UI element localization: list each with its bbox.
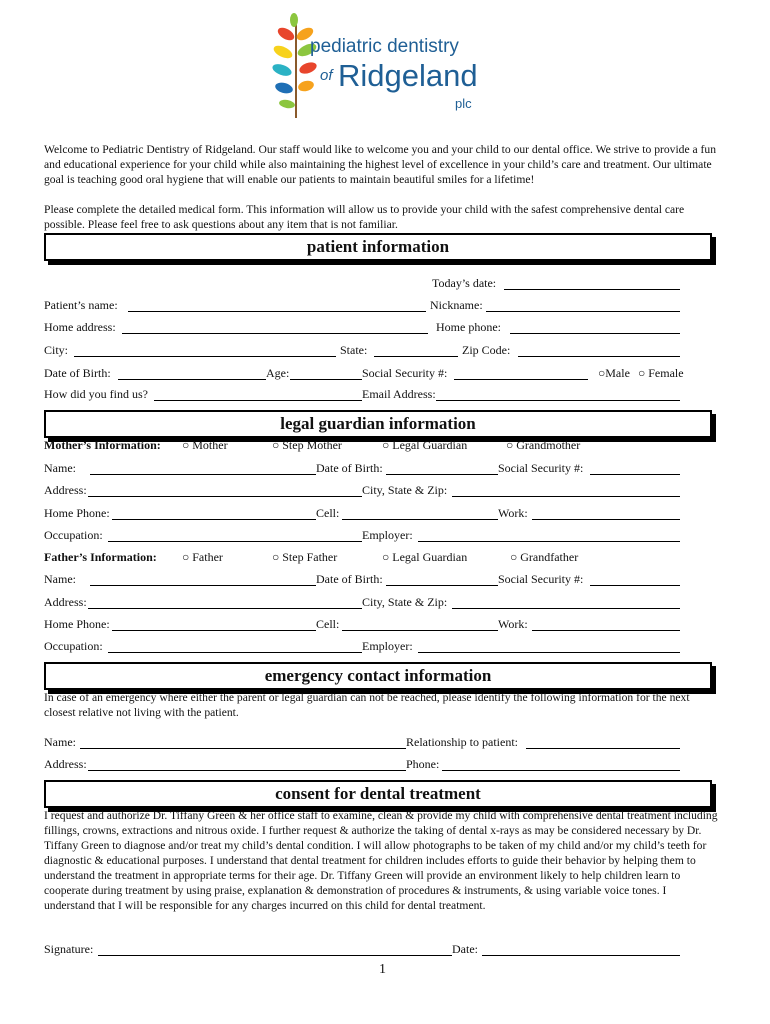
father-ssn-field[interactable] <box>590 585 680 586</box>
mother-info-label: Mother’s Information: <box>44 438 161 452</box>
home-address-field[interactable] <box>122 333 428 334</box>
mother-occupation-label: Occupation: <box>44 528 103 542</box>
patient-name-row <box>44 298 680 314</box>
grandfather-radio[interactable]: ○ Grandfather <box>510 550 579 564</box>
male-radio[interactable]: ○Male <box>598 366 630 380</box>
logo-line1: pediatric dentistry <box>310 36 459 57</box>
dob-row <box>44 366 684 382</box>
dob-field[interactable] <box>118 379 266 380</box>
mother-home-phone-label: Home Phone: <box>44 506 110 520</box>
father-legal-guardian-radio[interactable]: ○ Legal Guardian <box>382 550 468 564</box>
father-name-field[interactable] <box>90 585 316 586</box>
father-radio[interactable]: ○ Father <box>182 550 223 564</box>
patient-name-label: Patient’s name: <box>44 298 118 312</box>
nickname-label: Nickname: <box>430 298 483 312</box>
emergency-text: In case of an emergency where either the parent or legal guardian can not be reached, please identify the following information for the next closest relative not living with the patient. <box>44 691 690 719</box>
zip-label: Zip Code: <box>462 343 511 357</box>
mother-work-label: Work: <box>498 506 528 520</box>
nickname-field[interactable] <box>486 311 680 312</box>
step-father-radio[interactable]: ○ Step Father <box>272 550 338 564</box>
father-csz-label: City, State & Zip: <box>362 595 448 609</box>
date-field[interactable] <box>482 955 680 956</box>
grandmother-radio[interactable]: ○ Grandmother <box>506 438 581 452</box>
zip-field[interactable] <box>518 356 680 357</box>
mother-address-row <box>44 483 680 499</box>
father-address-field[interactable] <box>88 608 362 609</box>
father-phone-row <box>44 617 680 633</box>
find-us-label: How did you find us? <box>44 387 148 401</box>
mother-csz-label: City, State & Zip: <box>362 483 448 497</box>
signature-row <box>44 942 680 958</box>
father-csz-field[interactable] <box>452 608 680 609</box>
mother-name-row <box>44 461 680 477</box>
emergency-phone-field[interactable] <box>442 770 680 771</box>
find-us-row <box>44 387 680 403</box>
father-ssn-label: Social Security #: <box>498 572 584 586</box>
home-phone-label: Home phone: <box>436 320 501 334</box>
todays-date-row <box>44 276 680 292</box>
patient-info-header: patient information <box>44 233 712 261</box>
home-address-row <box>44 320 680 336</box>
emergency-name-row <box>44 735 680 751</box>
signature-label: Signature: <box>44 942 94 956</box>
female-radio[interactable]: ○ Female <box>638 366 684 380</box>
age-label: Age: <box>266 366 290 380</box>
state-label: State: <box>340 343 368 357</box>
city-field[interactable] <box>74 356 336 357</box>
mother-employer-label: Employer: <box>362 528 413 542</box>
mother-address-label: Address: <box>44 483 87 497</box>
father-info-row <box>44 550 680 566</box>
father-dob-label: Date of Birth: <box>316 572 383 586</box>
guardian-info-header: legal guardian information <box>44 410 712 438</box>
relationship-field[interactable] <box>526 748 680 749</box>
father-occupation-label: Occupation: <box>44 639 103 653</box>
age-field[interactable] <box>290 379 362 380</box>
ssn-label: Social Security #: <box>362 366 448 380</box>
emergency-name-field[interactable] <box>80 748 406 749</box>
step-mother-radio[interactable]: ○ Step Mother <box>272 438 342 452</box>
logo-line2: Ridgeland <box>338 58 478 93</box>
todays-date-field[interactable] <box>504 289 680 290</box>
date-label: Date: <box>452 942 478 956</box>
relationship-label: Relationship to patient: <box>406 735 518 749</box>
leaf-tree-icon <box>268 10 318 122</box>
intro-paragraph-1: Welcome to Pediatric Dentistry of Ridgeland. Our staff would like to welcome you and your child to our dental office. We strive to provide a fun and educational experience for your child while also maintaining the highest level of excellence in your child’s care and treatment. Our ultimate goal is teaching good oral hygiene that will enable our patients to maintain beautiful smiles for a lifetime! <box>44 143 717 186</box>
father-home-phone-field[interactable] <box>112 630 316 631</box>
mother-ssn-label: Social Security #: <box>498 461 584 475</box>
ssn-field[interactable] <box>454 379 588 380</box>
father-cell-label: Cell: <box>316 617 340 631</box>
father-name-label: Name: <box>44 572 76 586</box>
mother-cell-label: Cell: <box>316 506 340 520</box>
father-work-field[interactable] <box>532 630 680 631</box>
mother-occupation-field[interactable] <box>108 541 362 542</box>
logo-line3: plc <box>455 96 472 111</box>
emergency-address-row <box>44 757 680 773</box>
father-occupation-row <box>44 639 680 655</box>
father-occupation-field[interactable] <box>108 652 362 653</box>
father-home-phone-label: Home Phone: <box>44 617 110 631</box>
mother-work-field[interactable] <box>532 519 680 520</box>
email-label: Email Address: <box>362 387 436 401</box>
city-label: City: <box>44 343 69 357</box>
home-address-label: Home address: <box>44 320 116 334</box>
mother-dob-field[interactable] <box>386 474 498 475</box>
mother-name-field[interactable] <box>90 474 316 475</box>
emergency-address-field[interactable] <box>88 770 406 771</box>
dob-label: Date of Birth: <box>44 366 111 380</box>
mother-address-field[interactable] <box>88 496 362 497</box>
father-employer-label: Employer: <box>362 639 413 653</box>
city-row <box>44 343 680 359</box>
father-name-row <box>44 572 680 588</box>
state-field[interactable] <box>374 356 458 357</box>
signature-field[interactable] <box>98 955 452 956</box>
logo-of: of <box>320 67 333 84</box>
practice-logo <box>268 10 498 122</box>
todays-date-label: Today’s date: <box>432 276 497 290</box>
mother-employer-field[interactable] <box>418 541 680 542</box>
father-work-label: Work: <box>498 617 528 631</box>
mother-csz-field[interactable] <box>452 496 680 497</box>
find-us-field[interactable] <box>154 400 362 401</box>
intro-paragraph-2: Please complete the detailed medical form. This information will allow us to provide your child with the safest comprehensive dental care possible. Please feel free to ask questions about any item that is not familiar. <box>44 203 685 231</box>
father-cell-field[interactable] <box>342 630 498 631</box>
consent-header: consent for dental treatment <box>44 780 712 808</box>
page-number: 1 <box>379 962 386 977</box>
mother-legal-guardian-radio[interactable]: ○ Legal Guardian <box>382 438 468 452</box>
father-employer-field[interactable] <box>418 652 680 653</box>
mother-home-phone-field[interactable] <box>112 519 316 520</box>
mother-info-row <box>44 438 680 454</box>
mother-dob-label: Date of Birth: <box>316 461 383 475</box>
mother-name-label: Name: <box>44 461 76 475</box>
mother-phone-row <box>44 506 680 522</box>
patient-name-field[interactable] <box>128 311 426 312</box>
mother-cell-field[interactable] <box>342 519 498 520</box>
consent-text: I request and authorize Dr. Tiffany Green & her office staff to examine, clean & provide my child with comprehensive dental treatment including fillings, crowns, extractions and nitrous oxide. I further request & authorize the taking of dental x-rays as may be considered necessary by Dr. Tiffany Green to diagnose and/or treat my child’s dental condition. I will allow photographs to be taken of my child and/or my child’s teeth for diagnostic & educational purposes. I understand that dental treatment for children includes efforts to guide their behavior by helping them to understand the treatment in appropriate terms for their age. Dr. Tiffany Green will provide an environment likely to help children learn to cooperate during treatment by using praise, explanation & demonstration of procedures & instruments, & using variable voice tones. I understand that I will be responsible for any charges incurred on this child for dental treatment. <box>44 809 718 912</box>
home-phone-field[interactable] <box>510 333 680 334</box>
emergency-address-label: Address: <box>44 757 87 771</box>
mother-ssn-field[interactable] <box>590 474 680 475</box>
father-info-label: Father’s Information: <box>44 550 157 564</box>
mother-occupation-row <box>44 528 680 544</box>
father-dob-field[interactable] <box>386 585 498 586</box>
father-address-row <box>44 595 680 611</box>
emergency-info-header: emergency contact information <box>44 662 712 690</box>
mother-radio[interactable]: ○ Mother <box>182 438 228 452</box>
email-field[interactable] <box>436 400 680 401</box>
emergency-name-label: Name: <box>44 735 76 749</box>
emergency-phone-label: Phone: <box>406 757 440 771</box>
father-address-label: Address: <box>44 595 87 609</box>
